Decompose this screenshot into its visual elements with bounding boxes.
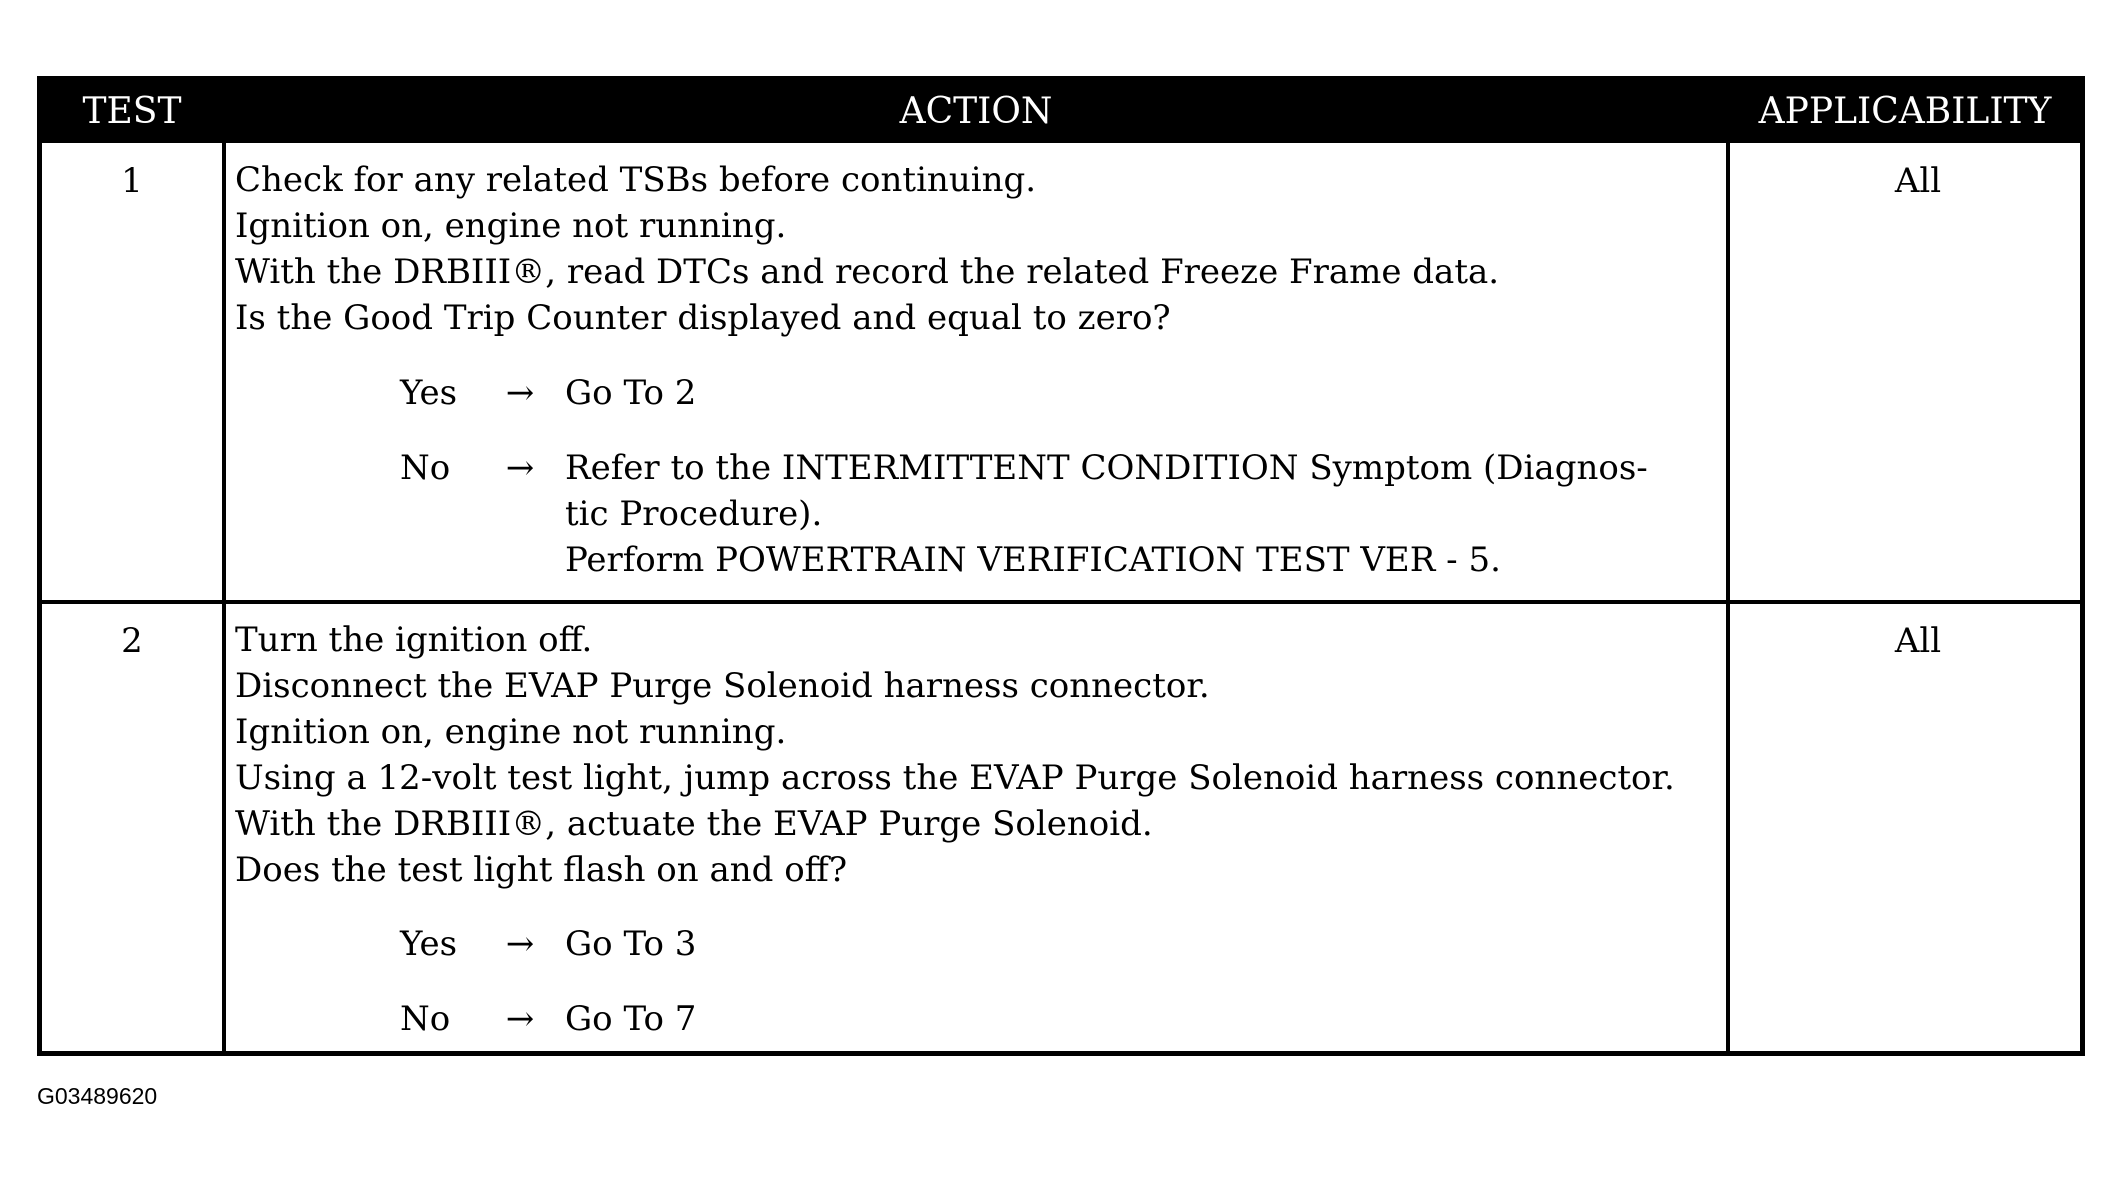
test-number: 1 <box>121 161 143 201</box>
action-line: Check for any related TSBs before continuing. <box>235 160 1037 200</box>
no-label: No <box>400 448 451 488</box>
action-line: With the DRBIII®, read DTCs and record the related Freeze Frame data. <box>235 252 1500 292</box>
no-result <box>565 445 1715 583</box>
action-line: With the DRBIII®, actuate the EVAP Purge Solenoid. <box>235 804 1153 844</box>
figure-id: G03489620 <box>37 1083 158 1109</box>
applicability-value: All <box>1894 161 1942 201</box>
action-line: Using a 12-volt test light, jump across the EVAP Purge Solenoid harness connector. <box>235 758 1675 798</box>
table-header <box>42 81 2080 143</box>
arrow-icon: → <box>505 448 535 488</box>
no-result-line: tic Procedure). <box>565 494 823 534</box>
action-line: Is the Good Trip Counter displayed and equal to zero? <box>235 298 1171 338</box>
column-divider <box>1726 81 1730 1051</box>
row-divider <box>42 600 2080 604</box>
no-result: Go To 7 <box>565 999 697 1039</box>
diagnostic-table <box>37 76 2085 1056</box>
no-label: No <box>400 999 451 1039</box>
yes-result: Go To 3 <box>565 924 697 964</box>
action-line: Ignition on, engine not running. <box>235 206 787 246</box>
header-action: ACTION <box>899 91 1053 132</box>
action-line: Ignition on, engine not running. <box>235 712 787 752</box>
arrow-icon: → <box>505 924 535 964</box>
no-result-line: Perform POWERTRAIN VERIFICATION TEST VER - 5. <box>565 540 1501 580</box>
action-steps <box>235 157 1499 341</box>
yes-result: Go To 2 <box>565 373 697 413</box>
action-line: Does the test light flash on and off? <box>235 850 848 890</box>
arrow-icon: → <box>505 999 535 1039</box>
action-steps <box>235 617 1675 893</box>
column-divider <box>222 81 226 1051</box>
yes-label: Yes <box>400 373 458 413</box>
yes-label: Yes <box>400 924 458 964</box>
action-line: Disconnect the EVAP Purge Solenoid harness connector. <box>235 666 1210 706</box>
header-applicability: APPLICABILITY <box>1758 91 2052 132</box>
action-line: Turn the ignition off. <box>235 620 593 660</box>
applicability-value: All <box>1894 621 1942 661</box>
header-test: TEST <box>82 91 182 132</box>
no-result-line: Refer to the INTERMITTENT CONDITION Symptom (Diagnos- <box>565 448 1648 488</box>
arrow-icon: → <box>505 373 535 413</box>
test-number: 2 <box>121 621 143 661</box>
